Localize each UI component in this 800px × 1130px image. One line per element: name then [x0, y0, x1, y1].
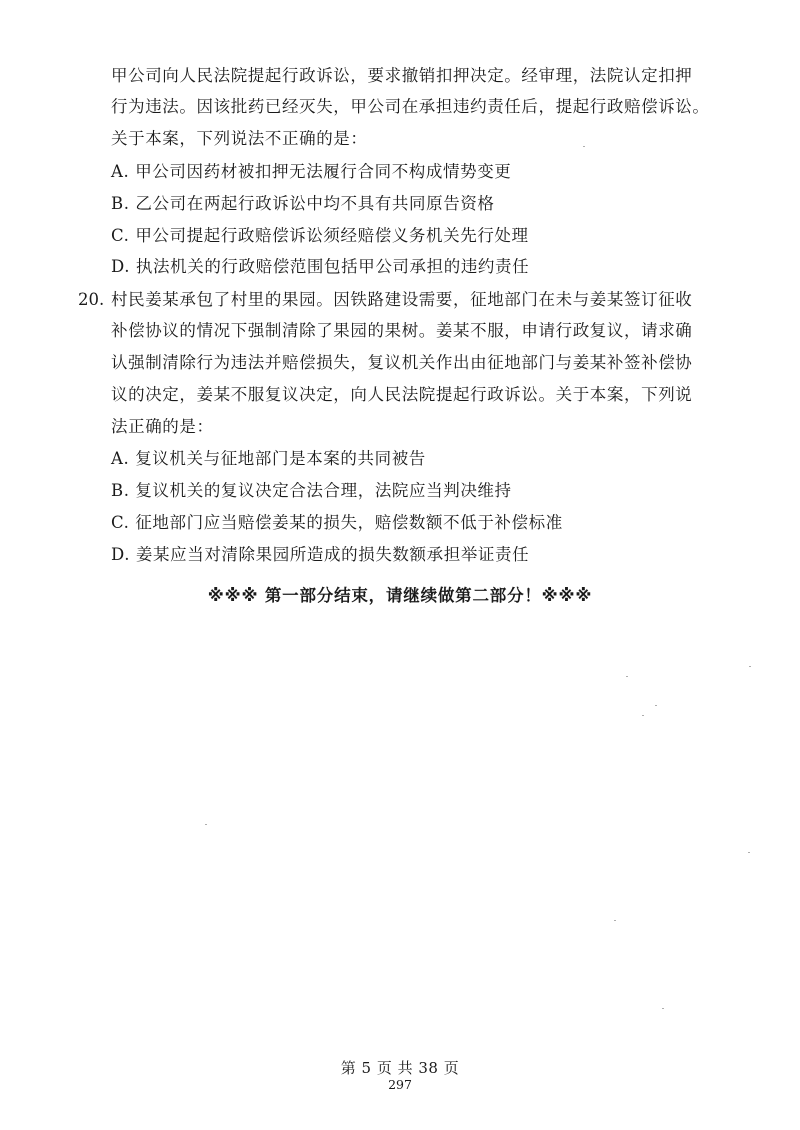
- scan-speck: [749, 666, 751, 667]
- scan-speck: [748, 852, 750, 853]
- q20-option-a: A. 复议机关与征地部门是本案的共同被告: [111, 449, 426, 468]
- q20-option-d: D. 姜某应当对清除果园所造成的损失数额承担举证责任: [111, 545, 530, 564]
- q20-option-c: C. 征地部门应当赔偿姜某的损失，赔偿数额不低于补偿标准: [111, 513, 563, 532]
- q20-stem-line-2: 补偿协议的情况下强制清除了果园的果树。姜某不服，申请行政复议，请求确: [111, 321, 693, 340]
- q19-stem-line-2: 行为违法。因该批药已经灭失，甲公司在承担违约责任后，提起行政赔偿诉讼。: [111, 97, 710, 116]
- section-end-note: ※※※ 第一部分结束，请继续做第二部分！※※※: [207, 586, 593, 605]
- q19-stem-line-3: 关于本案，下列说法不正确的是：: [111, 129, 368, 148]
- q20-stem-line-1: 村民姜某承包了村里的果园。因铁路建设需要，征地部门在未与姜某签订征收: [111, 290, 693, 309]
- q19-option-a: A. 甲公司因药材被扣押无法履行合同不构成情势变更: [111, 162, 512, 181]
- q20-stem-line-4: 议的决定，姜某不服复议决定，向人民法院提起行政诉讼。关于本案，下列说: [111, 385, 693, 404]
- scan-speck: [662, 1008, 664, 1009]
- q19-option-c: C. 甲公司提起行政赔偿诉讼须经赔偿义务机关先行处理: [111, 226, 529, 245]
- q20-option-b: B. 复议机关的复议决定合法合理，法院应当判决维持: [111, 481, 512, 500]
- page-serial-number: 297: [388, 1077, 412, 1092]
- q20-stem-line-3: 认强制清除行为违法并赔偿损失，复议机关作出由征地部门与姜某补签补偿协: [111, 353, 693, 372]
- q19-option-b: B. 乙公司在两起行政诉讼中均不具有共同原告资格: [111, 194, 495, 213]
- q19-option-d: D. 执法机关的行政赔偿范围包括甲公司承担的违约责任: [111, 257, 530, 276]
- page-number-label: 第 5 页 共 38 页: [340, 1059, 460, 1077]
- scan-speck: [655, 705, 657, 706]
- scan-speck: [614, 920, 616, 921]
- scan-speck: [626, 676, 628, 677]
- scan-speck: [583, 146, 585, 147]
- q19-stem-line-1: 甲公司向人民法院提起行政诉讼，要求撤销扣押决定。经审理，法院认定扣押: [111, 66, 693, 85]
- q20-stem-line-5: 法正确的是：: [111, 417, 214, 436]
- scan-speck: [642, 715, 644, 716]
- q20-number: 20.: [78, 290, 105, 309]
- scan-speck: [205, 824, 207, 825]
